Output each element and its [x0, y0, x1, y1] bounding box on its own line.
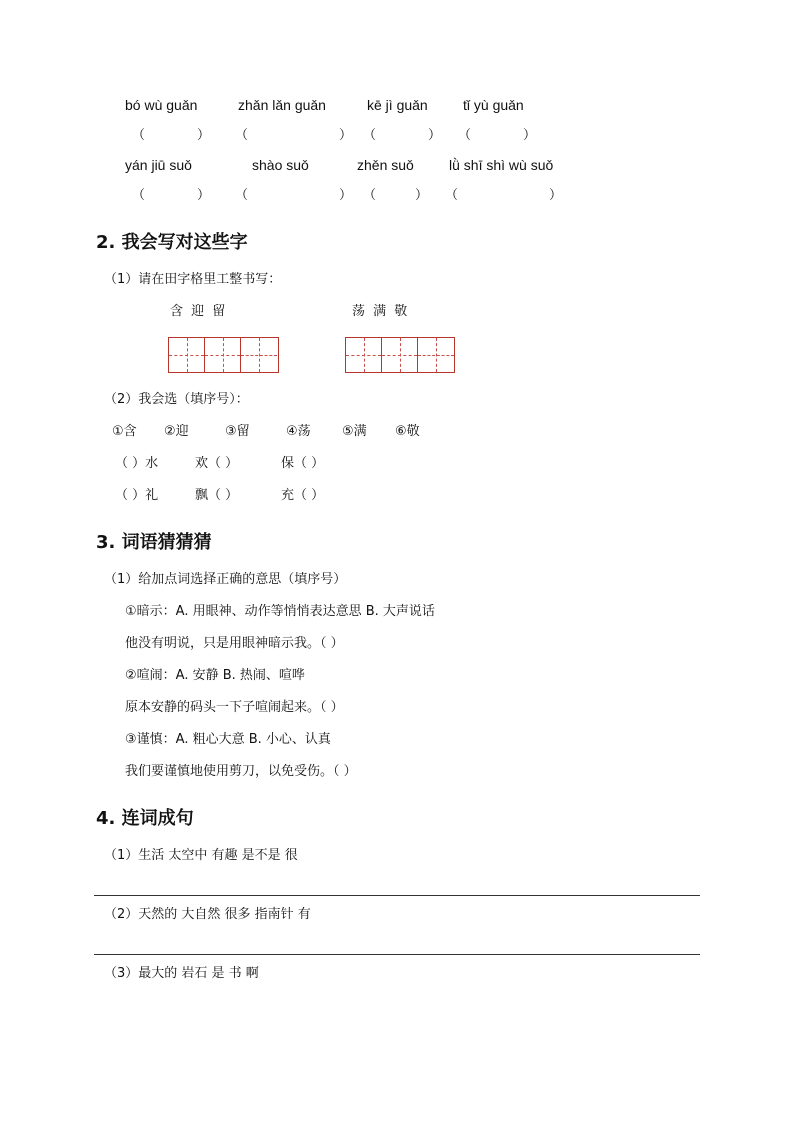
- answer-bracket[interactable]: （ ）: [363, 128, 442, 143]
- fill-blank[interactable]: （ ）礼: [115, 488, 159, 503]
- pinyin-3: kē jì guǎn: [367, 97, 428, 113]
- tianzige-cell[interactable]: [241, 338, 277, 372]
- answer-line[interactable]: [94, 895, 700, 896]
- sentence-item: （2）天然的 大自然 很多 指南针 有: [104, 907, 311, 922]
- option: ④荡: [286, 424, 311, 439]
- vocab-line: 原本安静的码头一下子喧闹起来。（ ）: [125, 700, 344, 715]
- pinyin-5: yán jiū suǒ: [125, 157, 192, 173]
- fill-blank[interactable]: 充（ ）: [281, 488, 325, 503]
- pinyin-2: zhǎn lǎn guǎn: [238, 97, 326, 113]
- section-2-q2: （2）我会选（填序号）：: [104, 392, 249, 407]
- section-2-title: 2. 我会写对这些字: [96, 232, 248, 253]
- option: ①含: [112, 424, 137, 439]
- vocab-line: ②喧闹：A. 安静 B. 热闹、喧哗: [125, 668, 305, 683]
- fill-blank[interactable]: （ ）水: [115, 456, 159, 471]
- vocab-line: ③谨慎：A. 粗心大意 B. 小心、认真: [125, 732, 331, 747]
- tianzige-grid-left[interactable]: [168, 337, 279, 373]
- pinyin-6: shào suǒ: [252, 157, 309, 173]
- pinyin-7: zhěn suǒ: [357, 157, 414, 173]
- sentence-item: （1）生活 太空中 有趣 是不是 很: [104, 848, 298, 863]
- option: ②迎: [164, 424, 189, 439]
- option: ③留: [225, 424, 250, 439]
- fill-blank[interactable]: 欢（ ）: [195, 456, 239, 471]
- fill-blank[interactable]: 保（ ）: [281, 456, 325, 471]
- fill-blank[interactable]: 飘（ ）: [195, 488, 239, 503]
- answer-bracket[interactable]: （ ）: [445, 188, 563, 203]
- vocab-line: ①暗示：A. 用眼神、动作等悄悄表达意思 B. 大声说话: [125, 604, 435, 619]
- sentence-item: （3）最大的 岩石 是 书 啊: [104, 966, 259, 981]
- tianzige-grid-right[interactable]: [345, 337, 455, 373]
- option: ⑥敬: [395, 424, 420, 439]
- chars-left: 含 迎 留: [170, 304, 226, 319]
- answer-bracket[interactable]: （ ）: [132, 128, 211, 143]
- pinyin-4: tǐ yù guǎn: [463, 97, 524, 113]
- answer-bracket[interactable]: （ ）: [363, 188, 429, 203]
- pinyin-8: lǜ shī shì wù suǒ: [449, 157, 554, 173]
- tianzige-cell[interactable]: [418, 338, 454, 372]
- tianzige-cell[interactable]: [346, 338, 382, 372]
- answer-bracket[interactable]: （ ）: [458, 128, 537, 143]
- section-2-q1: （1）请在田字格里工整书写：: [104, 272, 282, 287]
- tianzige-cell[interactable]: [382, 338, 418, 372]
- tianzige-cell[interactable]: [169, 338, 205, 372]
- answer-line[interactable]: [94, 954, 700, 955]
- answer-bracket[interactable]: （ ）: [235, 128, 353, 143]
- answer-bracket[interactable]: （ ）: [235, 188, 353, 203]
- vocab-line: 他没有明说，只是用眼神暗示我。（ ）: [125, 636, 344, 651]
- answer-bracket[interactable]: （ ）: [132, 188, 211, 203]
- pinyin-1: bó wù guǎn: [125, 97, 198, 113]
- section-4-title: 4. 连词成句: [96, 808, 194, 829]
- vocab-line: 我们要谨慎地使用剪刀，以免受伤。（ ）: [125, 764, 357, 779]
- section-3-title: 3. 词语猜猜猜: [96, 532, 212, 553]
- tianzige-cell[interactable]: [205, 338, 241, 372]
- option: ⑤满: [342, 424, 367, 439]
- chars-right: 荡 满 敬: [352, 304, 408, 319]
- section-3-q1: （1）给加点词选择正确的意思（填序号）: [104, 572, 347, 587]
